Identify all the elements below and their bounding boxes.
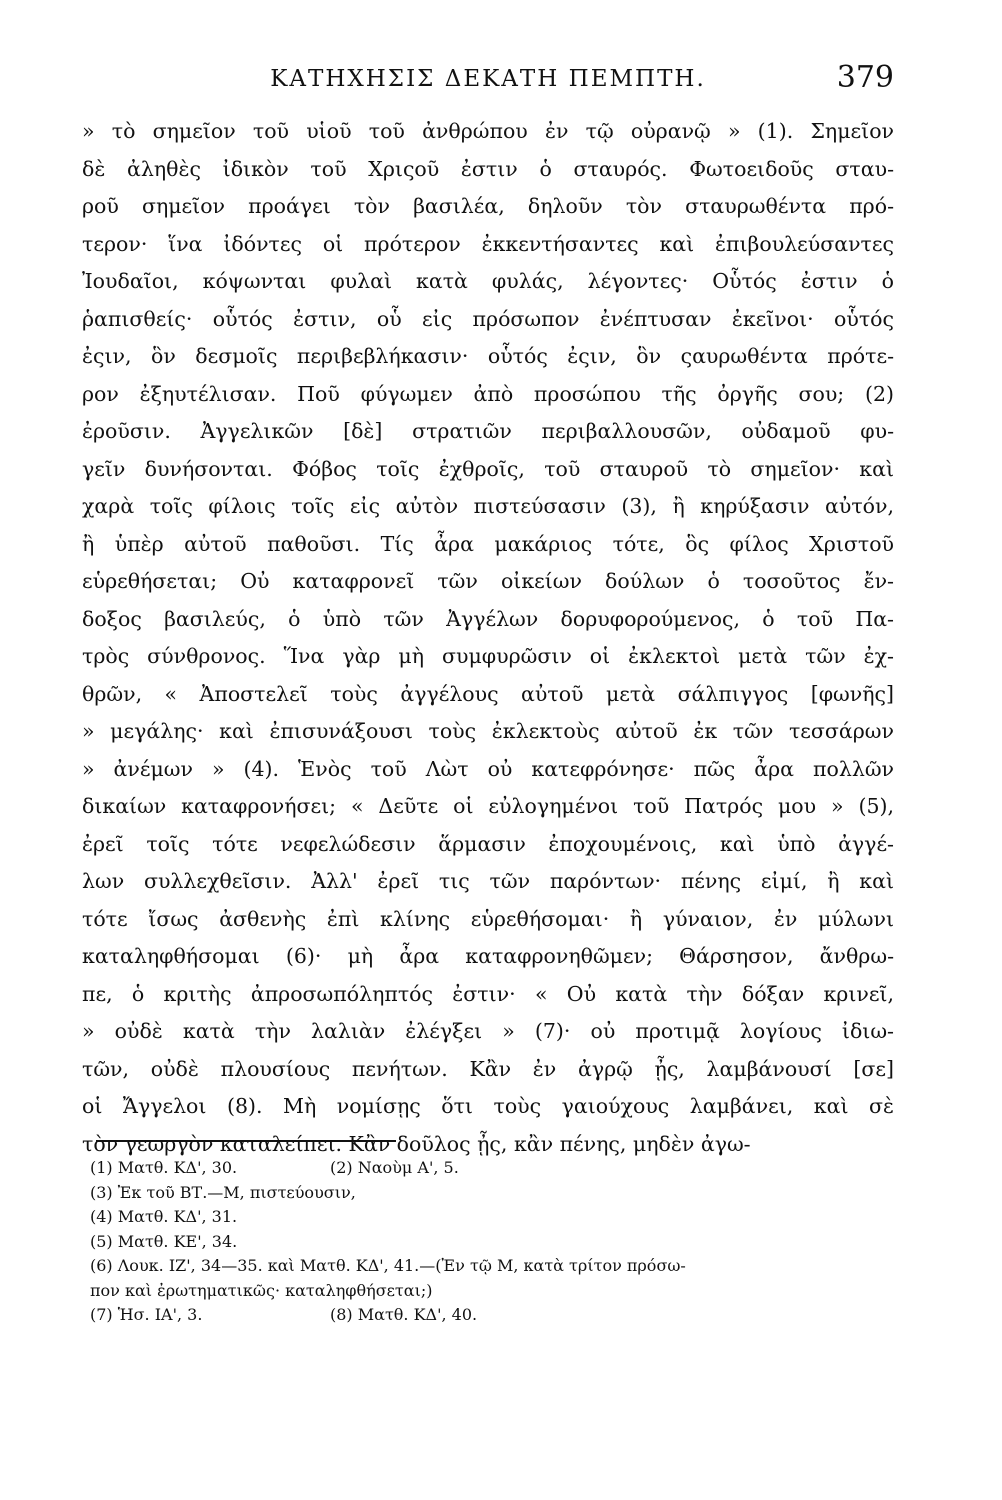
text-line: τρὸς σύνθρονος. Ἵνα γὰρ μὴ συμφυρῶσιν οἱ ἐκλεκτοὶ μετὰ τῶν ἐχ- bbox=[82, 644, 894, 668]
footnote-1: (1) Ματθ. ΚΔ', 30. bbox=[90, 1158, 238, 1177]
footnote-line bbox=[90, 1279, 790, 1304]
footnote-line bbox=[90, 1156, 790, 1181]
text-line: ἢ ὑπὲρ αὐτοῦ παθοῦσι. Τίς ἆρα μακάριος τότε, ὃς φίλος Χριστοῦ bbox=[82, 531, 894, 556]
text-line: τερον· ἵνα ἰδόντες οἱ πρότερον ἐκκεντήσαντες καὶ ἐπιβουλεύσαντες bbox=[82, 231, 894, 256]
text-line: » μεγάλης· καὶ ἐπισυνάξουσι τοὺς ἐκλεκτοὺς αὐτοῦ ἐκ τῶν τεσσάρων bbox=[82, 719, 894, 743]
footnote-4: (4) Ματθ. ΚΔ', 31. bbox=[90, 1207, 238, 1226]
text-line: θρῶν, « Ἀποστελεῖ τοὺς ἀγγέλους αὐτοῦ μετὰ σάλπιγγος [φωνῆς] bbox=[82, 681, 894, 706]
footnote-line bbox=[90, 1254, 790, 1279]
footnote-line bbox=[90, 1303, 790, 1328]
text-line: δοξος βασιλεύς, ὁ ὑπὸ τῶν Ἀγγέλων δορυφορούμενος, ὁ τοῦ Πα- bbox=[82, 606, 894, 631]
text-line: ἐροῦσιν. Ἀγγελικῶν [δὲ] στρατιῶν περιβαλλουσῶν, οὐδαμοῦ φυ- bbox=[82, 419, 894, 443]
text-line: γεῖν δυνήσονται. Φόβος τοῖς ἐχθροῖς, τοῦ σταυροῦ τὸ σημεῖον· καὶ bbox=[82, 456, 894, 481]
text-line: ἐςιν, ὃν δεσμοῖς περιβεβλήκασιν· οὗτός ἐςιν, ὃν ςαυρωθέντα πρότε- bbox=[82, 344, 894, 368]
footnote-6-continued: πον καὶ ἐρωτηματικῶς· καταληφθήσεται;) bbox=[90, 1280, 433, 1300]
text-line: ροῦ σημεῖον προάγει τὸν βασιλέα, δηλοῦν τὸν σταυρωθέντα πρό- bbox=[82, 194, 894, 218]
footnote-line bbox=[90, 1181, 790, 1206]
text-line: χαρὰ τοῖς φίλοις τοῖς εἰς αὐτὸν πιστεύσασιν (3), ἢ κηρύξασιν αὐτόν, bbox=[82, 494, 894, 518]
body-text bbox=[82, 113, 894, 1163]
text-line: καταληφθήσομαι (6)· μὴ ἆρα καταφρονηθῶμεν; Θάρσησον, ἄνθρω- bbox=[82, 944, 894, 968]
footnote-6: (6) Λουκ. ΙΖ', 34—35. καὶ Ματθ. ΚΔ', 41.—(Ἐν τῷ Μ, κατὰ τρίτον πρόσω- bbox=[90, 1256, 686, 1275]
text-line: » ἀνέμων » (4). Ἑνὸς τοῦ Λὼτ οὐ κατεφρόνησε· πῶς ἆρα πολλῶν bbox=[82, 756, 894, 781]
running-head bbox=[82, 60, 894, 100]
footnote-2: (2) Ναοὺμ Α', 5. bbox=[330, 1158, 459, 1177]
text-line: Ἰουδαῖοι, κόψωνται φυλαὶ κατὰ φυλάς, λέγοντες· Οὗτός ἐστιν ὁ bbox=[82, 269, 894, 293]
text-line: οἱ Ἄγγελοι (8). Μὴ νομίσῃς ὅτι τοὺς γαιούχους λαμβάνει, καὶ σὲ bbox=[82, 1094, 894, 1118]
text-line: εὑρεθήσεται; Οὐ καταφρονεῖ τῶν οἰκείων δούλων ὁ τοσοῦτος ἔν- bbox=[82, 569, 894, 593]
footnote-8: (8) Ματθ. ΚΔ', 40. bbox=[330, 1305, 478, 1324]
footnote-line bbox=[90, 1205, 790, 1230]
text-line: δὲ ἀληθὲς ἰδικὸν τοῦ Χριςοῦ ἐστιν ὁ σταυρός. Φωτοειδοῦς σταυ- bbox=[82, 156, 894, 181]
text-line: λων συλλεχθεῖσιν. Ἀλλ' ἐρεῖ τις τῶν παρόντων· πένης εἰμί, ἢ καὶ bbox=[82, 869, 894, 893]
text-line: ἐρεῖ τοῖς τότε νεφελώδεσιν ἅρμασιν ἐποχουμένοις, καὶ ὑπὸ ἀγγέ- bbox=[82, 831, 894, 856]
text-line: πε, ὁ κριτὴς ἀπροσωπόληπτός ἐστιν· « Οὐ κατὰ τὴν δόξαν κρινεῖ, bbox=[82, 981, 894, 1006]
text-line: τῶν, οὐδὲ πλουσίους πενήτων. Κἂν ἐν ἀγρῷ ᾖς, λαμβάνουσί [σε] bbox=[82, 1056, 894, 1081]
text-line: δικαίων καταφρονήσει; « Δεῦτε οἱ εὐλογημένοι τοῦ Πατρός μου » (5), bbox=[82, 794, 894, 818]
text-line: τότε ἴσως ἀσθενὴς ἐπὶ κλίνης εὑρεθήσομαι· ἢ γύναιον, ἐν μύλωνι bbox=[82, 906, 894, 931]
text-line: ρον ἐξηυτέλισαν. Ποῦ φύγωμεν ἀπὸ προσώπου τῆς ὀργῆς σου; (2) bbox=[82, 381, 894, 406]
footnotes bbox=[90, 1156, 790, 1328]
running-title: ΚΑΤΗΧΗΣΙΣ ΔΕΚΑΤΗ ΠΕΜΠΤΗ. bbox=[270, 66, 706, 92]
footnote-5: (5) Ματθ. ΚΕ', 34. bbox=[90, 1231, 238, 1251]
footnote-7: (7) Ἡσ. ΙΑ', 3. bbox=[90, 1305, 203, 1324]
text-line: τὸν γεωργὸν καταλείπει. Κἂν δοῦλος ᾖς, κἂν πένης, μηδὲν ἀγω- bbox=[82, 1131, 751, 1156]
footnote-line bbox=[90, 1230, 790, 1255]
text-line: » οὐδὲ κατὰ τὴν λαλιὰν ἐλέγξει » (7)· οὐ προτιμᾷ λογίους ἰδιω- bbox=[82, 1019, 894, 1043]
page-number: 379 bbox=[836, 60, 894, 95]
footnote-divider bbox=[96, 1140, 396, 1142]
text-line: » τὸ σημεῖον τοῦ υἱοῦ τοῦ ἀνθρώπου ἐν τῷ οὐρανῷ » (1). Σημεῖον bbox=[82, 119, 894, 143]
footnote-3: (3) Ἐκ τοῦ ΒΤ.—Μ, πιστεύουσιν, bbox=[90, 1182, 356, 1202]
text-line: ῥαπισθείς· οὗτός ἐστιν, οὗ εἰς πρόσωπον ἐνέπτυσαν ἐκεῖνοι· οὗτός bbox=[82, 306, 894, 331]
